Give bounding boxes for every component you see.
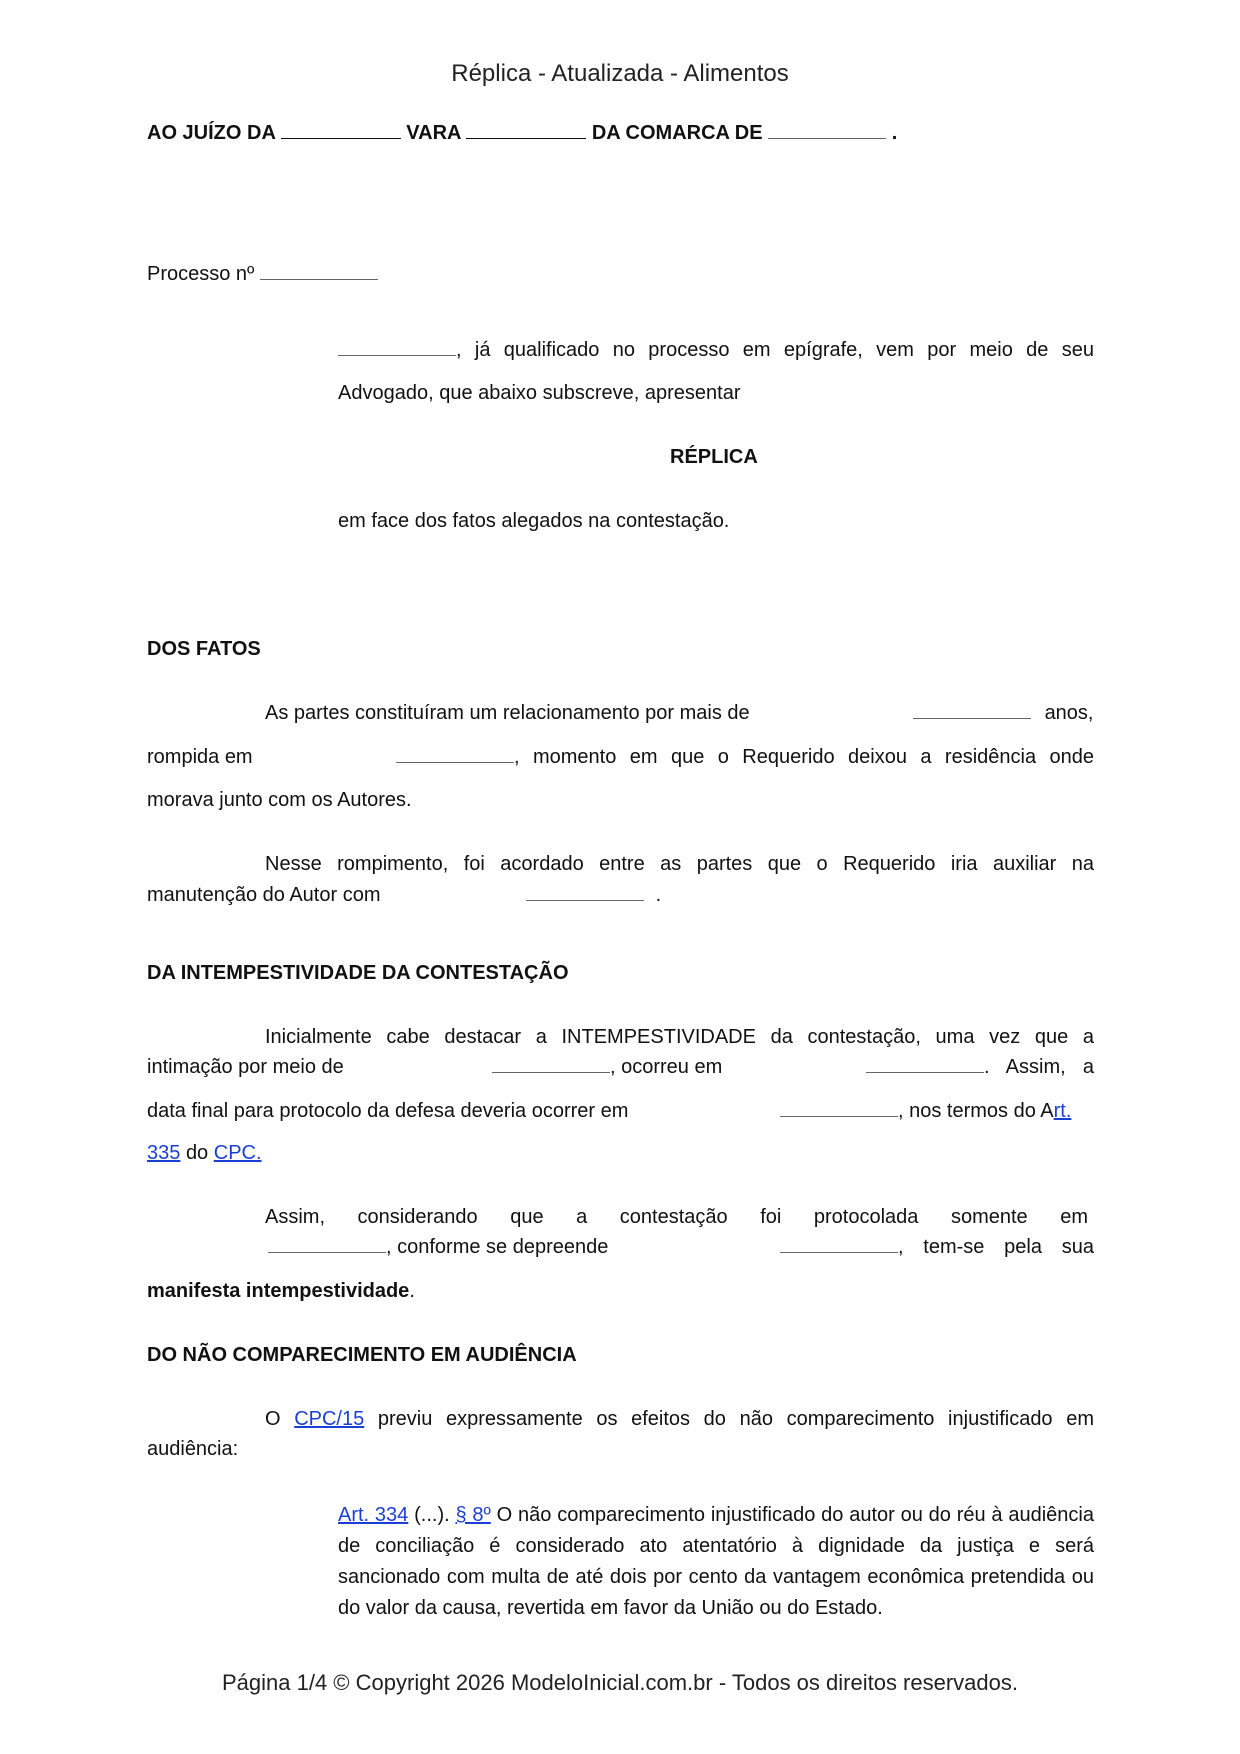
blank-field[interactable] [866, 1058, 984, 1073]
blank-field[interactable] [780, 1102, 898, 1117]
intemp-p1-e: data final para protocolo da defesa deveria ocorrer em [147, 1100, 629, 1122]
address-part2: VARA [406, 122, 461, 144]
audiencia-p1-c: audiência: [147, 1438, 239, 1460]
quote-text: O não comparecimento injustificado do autor ou do réu à audiência de conciliação é considerado ato atentatório à dignidade da justiça e será sancionado com multa de até dois por cento da vantagem econômica pretendida ou do valor da causa, revertida em favor da União ou do Estado. [338, 1504, 1094, 1619]
blank-field[interactable] [268, 1238, 386, 1253]
intemp-p1-mid [492, 1056, 722, 1079]
intemp-p2-line2a [268, 1236, 608, 1259]
law-quote [338, 1500, 1094, 1624]
manifesta-intempestividade: manifesta intempestividade [147, 1280, 410, 1302]
fatos-p2-c: . [655, 884, 662, 906]
intemp-p1-d: . Assim, a [984, 1056, 1094, 1078]
intro-line1 [338, 339, 1094, 362]
intemp-p1-a: Inicialmente cabe destacar a INTEMPESTIVIDADE da contestação, uma vez que a [265, 1026, 1094, 1048]
intemp-p1-f-line [780, 1100, 1071, 1123]
blank-field[interactable] [913, 704, 1031, 719]
audiencia-p1-b: previu expressamente os efeitos do não comparecimento injustificado em [377, 1408, 1094, 1430]
fatos-p1-b: anos, [1044, 702, 1094, 724]
blank-field[interactable] [281, 124, 401, 139]
address-part3: DA COMARCA DE [591, 122, 763, 144]
intro-text: , já qualificado no processo em epígrafe, vem por meio de seu [456, 339, 1094, 361]
intemp-p1-g: do [185, 1142, 209, 1164]
paragraph-8-link[interactable]: § 8º [455, 1504, 491, 1526]
art-334-link[interactable]: Art. 334 [338, 1504, 409, 1526]
cpc15-link[interactable]: CPC/15 [294, 1408, 365, 1430]
fatos-p2-blank [526, 884, 661, 907]
blank-field[interactable] [526, 886, 644, 901]
fatos-p1-blank [913, 702, 1094, 725]
fatos-p1-line2 [396, 746, 1094, 769]
intemp-p1-g-line [147, 1142, 262, 1165]
art-335-link[interactable]: 335 [147, 1142, 181, 1164]
address-part1: AO JUÍZO DA [147, 122, 276, 144]
quote-ellipsis: (...). [414, 1504, 450, 1526]
fatos-p1-a: As partes constituíram um relacionamento por mais de [265, 702, 750, 724]
fatos-p2-a: Nesse rompimento, foi acordado entre as partes que o Requerido iria auxiliar na [265, 853, 1094, 875]
intemp-p1-c: , ocorreu em [610, 1056, 723, 1078]
fatos-p1-c: rompida em [147, 746, 253, 768]
document-title: RÉPLICA [670, 446, 758, 468]
document-header-title: Réplica - Atualizada - Alimentos [451, 60, 789, 87]
blank-field[interactable] [492, 1058, 610, 1073]
intro-line2: Advogado, que abaixo subscreve, apresentar [338, 382, 741, 404]
intemp-p2-end: . [409, 1280, 415, 1302]
intro-line3: em face dos fatos alegados na contestação. [338, 510, 730, 532]
process-label: Processo nº [147, 263, 255, 285]
fatos-p1-d: , momento em que o Requerido deixou a residência onde [514, 746, 1094, 768]
intemp-p1-f: , nos termos do A [898, 1100, 1054, 1122]
intemp-p2-b: , conforme se depreende [386, 1236, 609, 1258]
cpc-link[interactable]: CPC. [213, 1142, 262, 1164]
intemp-p2-line2b [780, 1236, 1094, 1259]
blank-field[interactable] [780, 1238, 898, 1253]
process-number [147, 263, 378, 286]
blank-field[interactable] [338, 341, 456, 356]
blank-field[interactable] [768, 124, 886, 139]
intemp-p2-a: Assim, considerando que a contestação foi protocolada somente em [265, 1206, 1088, 1228]
address-end: . [891, 122, 898, 144]
fatos-p1-e: morava junto com os Autores. [147, 789, 412, 811]
audiencia-p1-line1 [265, 1408, 1094, 1431]
intemp-p1-b: intimação por meio de [147, 1056, 344, 1078]
page-footer: Página 1/4 © Copyright 2026 ModeloInicial.com.br - Todos os direitos reservados. [222, 1670, 1018, 1695]
intemp-p1-end [866, 1056, 1094, 1079]
blank-field[interactable] [466, 124, 586, 139]
blank-field[interactable] [396, 748, 514, 763]
audiencia-p1-a: O [265, 1408, 281, 1430]
quote-body [338, 1500, 1094, 1624]
section-heading-audiencia: DO NÃO COMPARECIMENTO EM AUDIÊNCIA [147, 1344, 577, 1366]
intemp-p2-end-line [147, 1280, 415, 1303]
blank-field[interactable] [260, 265, 378, 280]
court-address [147, 122, 897, 145]
section-heading-fatos: DOS FATOS [147, 638, 261, 660]
art-link[interactable]: rt. [1053, 1100, 1072, 1122]
section-heading-intempestividade: DA INTEMPESTIVIDADE DA CONTESTAÇÃO [147, 962, 569, 984]
fatos-p2-b: manutenção do Autor com [147, 884, 381, 906]
intemp-p2-c: , tem-se pela sua [898, 1236, 1094, 1258]
